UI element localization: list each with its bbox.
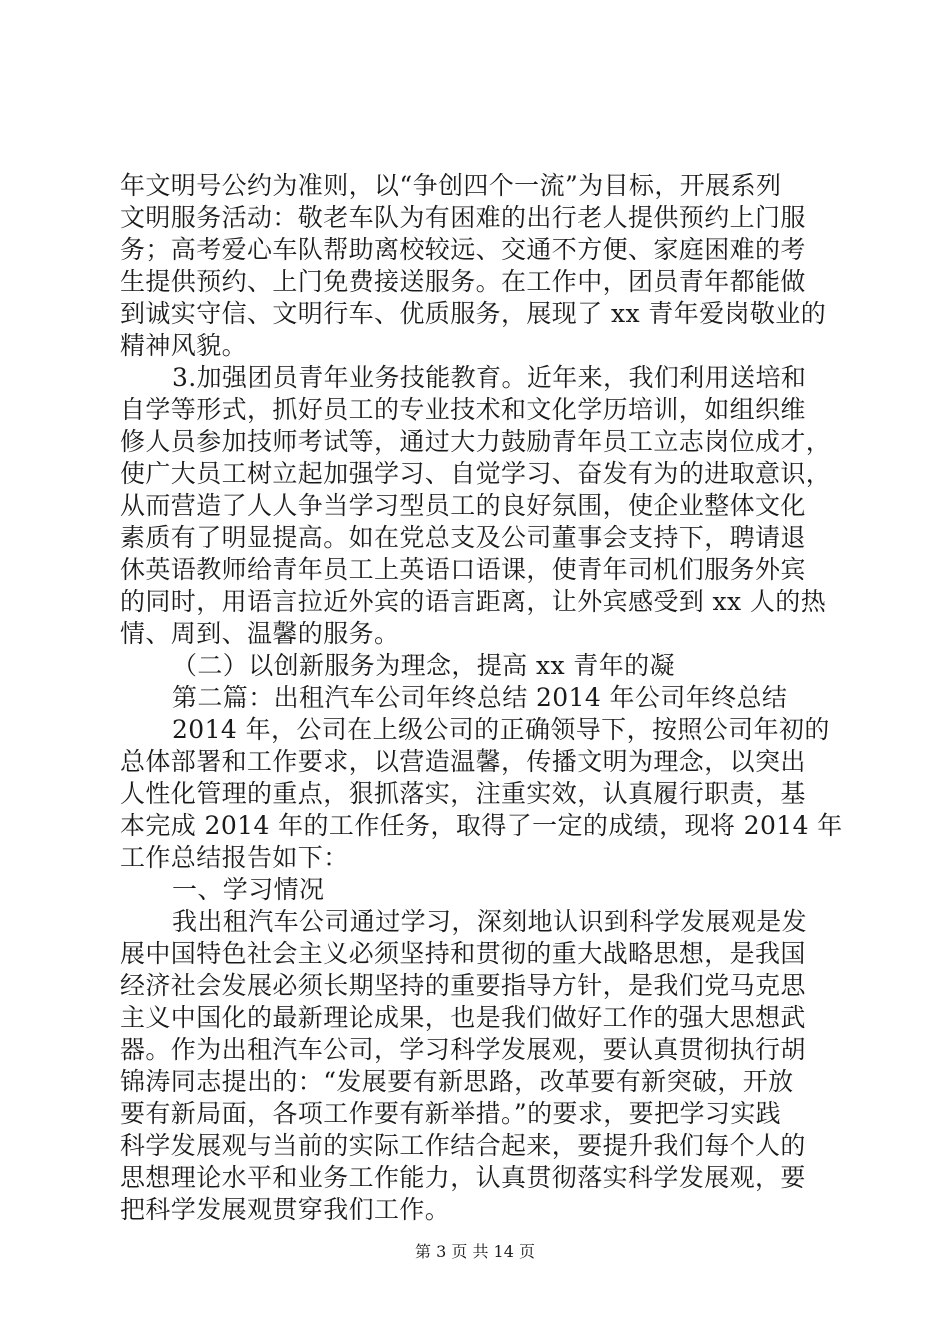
text-line: 经济社会发展必须长期坚持的重要指导方针，是我们党马克思: [120, 971, 806, 1000]
text-line: 修人员参加技师考试等，通过大力鼓励青年员工立志岗位成才，: [120, 427, 832, 456]
text-line: 器。作为出租汽车公司，学习科学发展观，要认真贯彻执行胡: [120, 1035, 806, 1064]
text-line: 从而营造了人人争当学习型员工的良好氛围，使企业整体文化: [120, 491, 806, 520]
text-line: 要有新局面，各项工作要有新举措。”的要求，要把学习实践: [120, 1099, 782, 1128]
text-line: 锦涛同志提出的：“发展要有新思路，改革要有新突破，开放: [120, 1067, 794, 1096]
text-line: 人性化管理的重点，狠抓落实，注重实效，认真履行职责，基: [120, 779, 806, 808]
text-line: 休英语教师给青年员工上英语口语课，使青年司机们服务外宾: [120, 555, 806, 584]
text-line: 的同时，用语言拉近外宾的语言距离，让外宾感受到 xx 人的热: [120, 587, 827, 616]
text-line: 使广大员工树立起加强学习、自觉学习、奋发有为的进取意识，: [120, 459, 832, 488]
text-line: 把科学发展观贯穿我们工作。: [120, 1195, 451, 1224]
chapter-heading: 第二篇：出租汽车公司年终总结 2014 年公司年终总结: [172, 683, 788, 712]
text-line: 3.加强团员青年业务技能教育。近年来，我们利用送培和: [172, 363, 807, 392]
text-line: 思想理论水平和业务工作能力，认真贯彻落实科学发展观，要: [120, 1163, 806, 1192]
text-line: 自学等形式，抓好员工的专业技术和文化学历培训，如组织维: [120, 395, 806, 424]
text-line: 素质有了明显提高。如在党总支及公司董事会支持下，聘请退: [120, 523, 806, 552]
text-line: 务；高考爱心车队帮助离校较远、交通不方便、家庭困难的考: [120, 235, 806, 264]
text-line: 到诚实守信、文明行车、优质服务，展现了 xx 青年爱岗敬业的: [120, 299, 827, 328]
text-line: 生提供预约、上门免费接送服务。在工作中，团员青年都能做: [120, 267, 806, 296]
text-line: 本完成 2014 年的工作任务，取得了一定的成绩，现将 2014 年: [120, 811, 843, 840]
page-number-footer: 第 3 页 共 14 页: [415, 1242, 535, 1261]
text-line: 主义中国化的最新理论成果，也是我们做好工作的强大思想武: [120, 1003, 806, 1032]
text-line: 工作总结报告如下：: [120, 843, 349, 872]
text-line: 我出租汽车公司通过学习，深刻地认识到科学发展观是发: [172, 907, 808, 936]
text-line: 展中国特色社会主义必须坚持和贯彻的重大战略思想，是我国: [120, 939, 806, 968]
document-body: [120, 170, 843, 1226]
text-line: 总体部署和工作要求，以营造温馨，传播文明为理念，以突出: [120, 747, 806, 776]
text-line: 文明服务活动：敬老车队为有困难的出行老人提供预约上门服: [120, 203, 806, 232]
text-line: 2014 年，公司在上级公司的正确领导下，按照公司年初的: [172, 715, 830, 744]
text-line: 情、周到、温馨的服务。: [120, 619, 400, 648]
section-heading: 一、学习情况: [172, 875, 325, 904]
text-line: 年文明号公约为准则，以“争创四个一流”为目标，开展系列: [120, 171, 782, 200]
text-line: 精神风貌。: [120, 331, 248, 360]
text-line: 科学发展观与当前的实际工作结合起来，要提升我们每个人的: [120, 1131, 806, 1160]
section-heading: （二）以创新服务为理念，提高 xx 青年的凝: [172, 651, 675, 680]
